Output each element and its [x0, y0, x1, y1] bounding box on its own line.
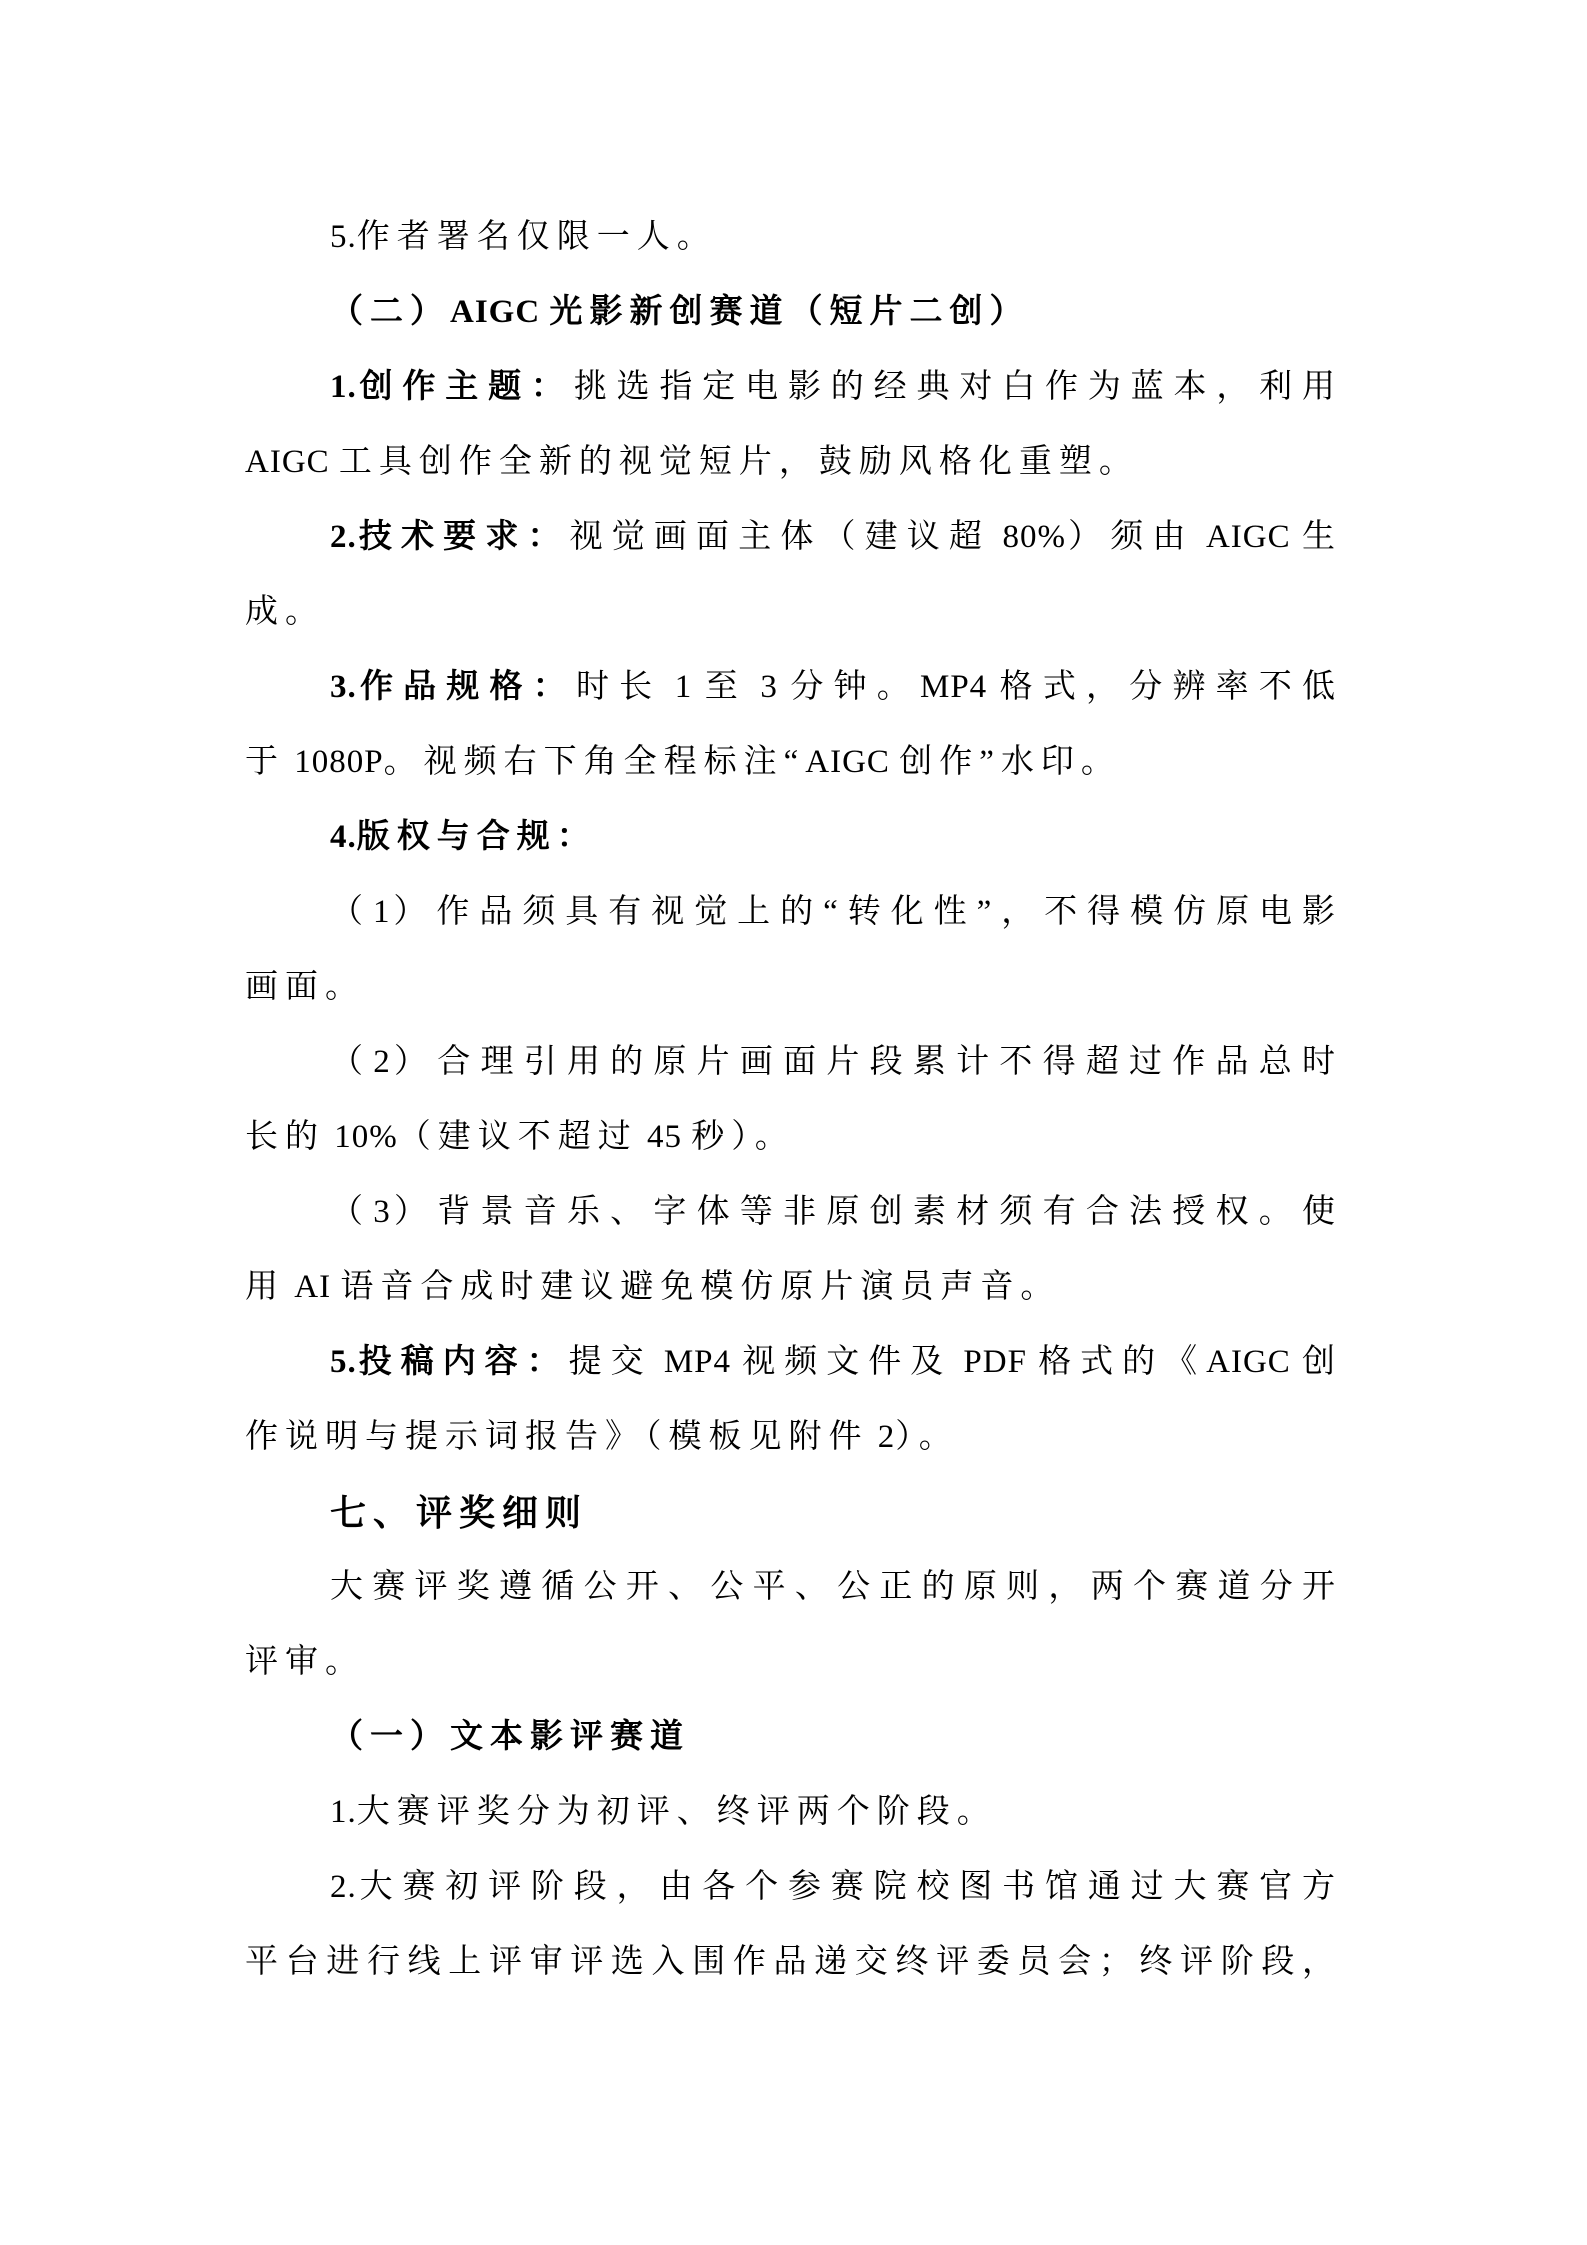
cjk-run: 秒）。 [691, 1119, 795, 1155]
text-run [569, 1344, 1342, 1380]
cjk-run: 语音合成时建议避免模仿原片演员声音。 [340, 1269, 1061, 1305]
text-run [245, 594, 325, 630]
text-run [245, 1944, 1342, 1980]
cjk-run: （一）文本影评赛道 [330, 1719, 690, 1755]
cjk-run: 作者署名仅限一人。 [356, 219, 717, 255]
latin-run: 3 [373, 1194, 391, 1230]
latin-run: 1080P [285, 744, 384, 780]
text-run [330, 1794, 997, 1830]
text-run [330, 894, 1342, 930]
text-line [245, 1550, 1342, 1625]
text-line [245, 800, 1342, 875]
text-run [245, 1269, 1060, 1305]
cjk-run: 评审。 [245, 1644, 365, 1680]
bold-run [330, 294, 1029, 330]
text-line [245, 200, 1342, 275]
text-block [245, 200, 1342, 2000]
cjk-run: ）须由 [1065, 519, 1195, 555]
latin-run: 80% [991, 519, 1066, 555]
text-run [330, 1869, 1342, 1905]
latin-run: 1. [330, 369, 357, 405]
cjk-run: 工具创作全新的视觉短片，鼓励风格化重塑。 [338, 444, 1139, 480]
cjk-run: 光影新创赛道（短片二创） [549, 294, 1030, 330]
cjk-run: 七、评奖细则 [330, 1492, 589, 1533]
cjk-run: （ [330, 894, 373, 930]
cjk-run: 挑选指定电影的经典对白作为蓝本，利用 [573, 369, 1342, 405]
latin-run: 2. [330, 519, 357, 555]
bold-run [330, 819, 597, 855]
latin-run: AIGC [450, 294, 550, 330]
latin-run: AI [285, 1269, 341, 1305]
text-run [330, 1044, 1342, 1080]
text-run [245, 444, 1139, 480]
latin-run: 1 [372, 894, 391, 930]
cjk-run: 时长 [575, 669, 663, 705]
text-line [245, 1325, 1342, 1400]
cjk-run: 创作”水印。 [899, 744, 1121, 780]
cjk-run: （建议不超过 [397, 1119, 638, 1155]
latin-run: 3. [330, 669, 357, 705]
text-line [245, 950, 1342, 1025]
bold-run [330, 519, 570, 555]
text-run [570, 519, 1342, 555]
text-run [245, 1419, 959, 1455]
text-line [245, 1850, 1342, 1925]
subsection-heading-line [245, 1700, 1342, 1775]
cjk-run: 视觉画面主体（建议超 [569, 519, 992, 555]
text-run [574, 369, 1342, 405]
cjk-run: ）。 [895, 1419, 959, 1455]
cjk-run: 用 [245, 1269, 285, 1305]
cjk-run: 作说明与提示词报告》（模板见附件 [245, 1419, 869, 1455]
latin-run: MP4 [652, 1344, 743, 1380]
text-line [245, 1025, 1342, 1100]
bold-run [330, 669, 576, 705]
cjk-run: 生 [1302, 519, 1342, 555]
cjk-run: 大赛初评阶段，由各个参赛院校图书馆通过大赛官方 [356, 1869, 1342, 1905]
latin-run: AIGC [245, 444, 339, 480]
text-run [576, 669, 1342, 705]
cjk-run: 成。 [245, 594, 325, 630]
latin-run: 4. [330, 819, 357, 855]
text-line [245, 1625, 1342, 1700]
text-line [245, 1175, 1342, 1250]
latin-run: 10% [325, 1119, 398, 1155]
text-run [245, 969, 365, 1005]
text-run [245, 744, 1121, 780]
cjk-run: 平台进行线上评审评选入围作品递交终评委员会；终评阶段， [245, 1944, 1342, 1980]
cjk-run: 。视频右下角全程标注“ [383, 744, 806, 780]
latin-run: AIGC [1194, 519, 1303, 555]
latin-run: MP4 [919, 669, 1000, 705]
cjk-run: 格式，分辨率不低 [999, 669, 1342, 705]
section-heading-line [245, 1475, 1342, 1550]
text-line [245, 1400, 1342, 1475]
latin-run: PDF [952, 1344, 1039, 1380]
latin-run: 2 [373, 1044, 391, 1080]
latin-run: 1 [662, 669, 705, 705]
cjk-run: 分钟。 [790, 669, 920, 705]
text-line [245, 500, 1342, 575]
cjk-run: ）作品须具有视觉上的“转化性”，不得模仿原电影 [390, 894, 1342, 930]
cjk-run: 大赛评奖遵循公开、公平、公正的原则，两个赛道分开 [330, 1569, 1342, 1605]
cjk-run: 至 [704, 669, 748, 705]
text-run [330, 219, 717, 255]
cjk-run: 作品规格： [356, 669, 576, 705]
cjk-run: 版权与合规： [356, 819, 597, 855]
cjk-run: （ [330, 1044, 374, 1080]
bold-run [330, 369, 574, 405]
cjk-run: ）背景音乐、字体等非原创素材须有合法授权。使 [390, 1194, 1342, 1230]
cjk-run: （二） [330, 294, 450, 330]
latin-run: 2. [330, 1869, 357, 1905]
latin-run: 3 [747, 669, 791, 705]
latin-run: 2 [868, 1419, 896, 1455]
text-line [245, 725, 1342, 800]
cjk-run: ）合理引用的原片画面片段累计不得超过作品总时 [390, 1044, 1342, 1080]
cjk-run: 大赛评奖分为初评、终评两个阶段。 [356, 1794, 997, 1830]
text-line [245, 875, 1342, 950]
text-run [245, 1644, 365, 1680]
cjk-run: 创 [1302, 1344, 1342, 1380]
text-line [245, 1775, 1342, 1850]
text-run [245, 1119, 795, 1155]
latin-run: 1. [330, 1794, 357, 1830]
subsection-heading-line [245, 275, 1342, 350]
text-line [245, 1100, 1342, 1175]
latin-run: AIGC [1206, 1344, 1303, 1380]
latin-run: 45 [637, 1119, 692, 1155]
cjk-run: 技术要求： [356, 519, 570, 555]
text-line [245, 650, 1342, 725]
latin-run: 5. [330, 1344, 357, 1380]
text-run [330, 1194, 1342, 1230]
latin-run: AIGC [805, 744, 900, 780]
bold-run [330, 1719, 690, 1755]
cjk-run: 创作主题： [356, 369, 574, 405]
cjk-run: 长的 [245, 1119, 325, 1155]
cjk-run: 于 [245, 744, 285, 780]
cjk-run: 视频文件及 [742, 1344, 953, 1380]
latin-run: 5. [330, 219, 357, 255]
text-line [245, 350, 1342, 425]
cjk-run: 提交 [568, 1344, 653, 1380]
text-line [245, 575, 1342, 650]
text-run [330, 1569, 1342, 1605]
cjk-run: 投稿内容： [356, 1344, 569, 1380]
text-line [245, 1250, 1342, 1325]
cjk-run: 画面。 [245, 969, 365, 1005]
cjk-run: （ [330, 1194, 374, 1230]
cjk-run: 格式的《 [1038, 1344, 1207, 1380]
text-line [245, 425, 1342, 500]
bold-run [330, 1492, 588, 1533]
bold-run [330, 1344, 569, 1380]
text-line [245, 1925, 1342, 2000]
